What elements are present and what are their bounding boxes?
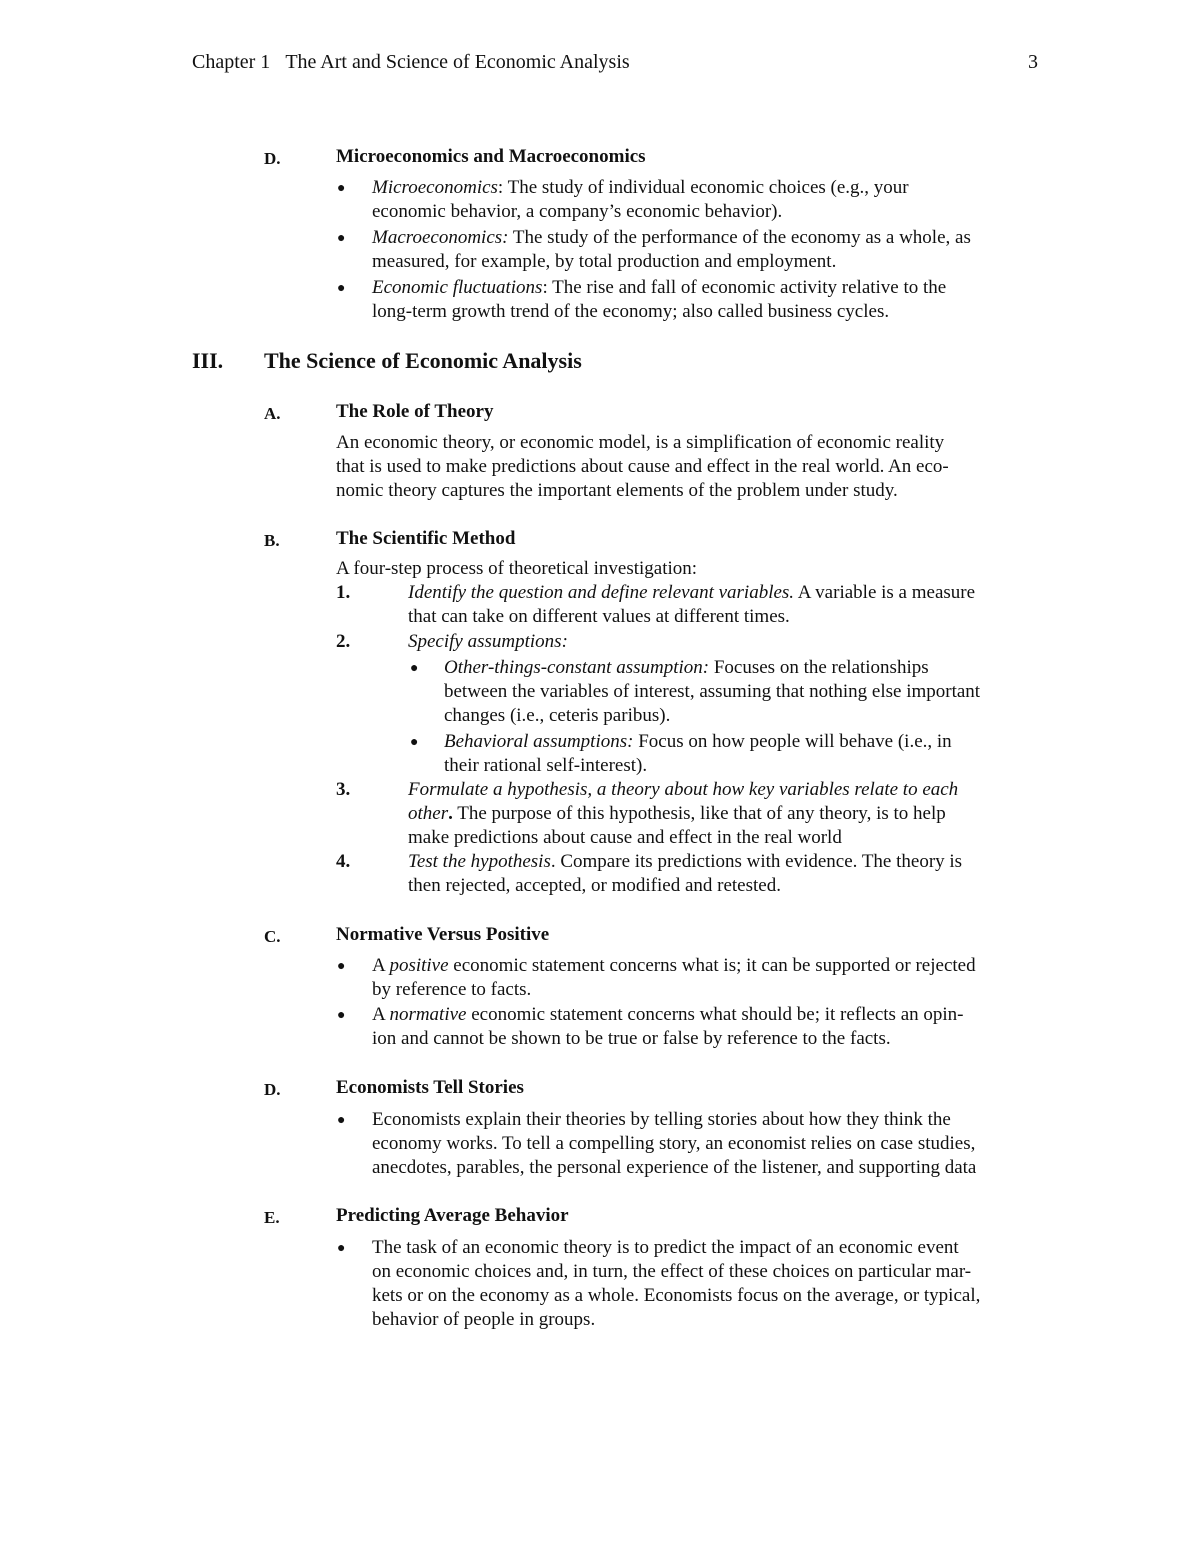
- list-item-continuation: changes (i.e., ceteris paribus).: [444, 705, 671, 726]
- bullet-icon: ●: [337, 1113, 346, 1128]
- step-text: Formulate a hypothesis, a theory about how key variables relate to each: [408, 779, 959, 800]
- paragraph-line: that is used to make predictions about cause and effect in the real world. An eco-: [336, 456, 949, 477]
- step-number: 2.: [336, 631, 351, 652]
- list-item-continuation: measured, for example, by total production and employment.: [372, 251, 837, 272]
- step-continuation: that can take on different values at different times.: [408, 606, 790, 627]
- list-item: A positive economic statement concerns what is; it can be supported or rejected: [372, 955, 976, 976]
- chapter-title: The Art and Science of Economic Analysis: [285, 51, 630, 73]
- paragraph-line: nomic theory captures the important elements of the problem under study.: [336, 480, 898, 501]
- section-number: III.: [192, 348, 224, 373]
- bullet-icon: ●: [337, 959, 346, 974]
- subsection-title: The Role of Theory: [336, 401, 494, 422]
- list-item-continuation: by reference to facts.: [372, 979, 532, 1000]
- list-item-continuation: economy works. To tell a compelling story, an economist relies on case studies,: [372, 1133, 976, 1154]
- subsection-letter: B.: [264, 531, 280, 550]
- chapter-label: Chapter 1: [192, 51, 271, 73]
- bullet-icon: ●: [410, 661, 419, 676]
- subsection-letter: E.: [264, 1208, 280, 1227]
- list-item-continuation: their rational self-interest).: [444, 755, 648, 776]
- list-item: Macroeconomics: The study of the performance of the economy as a whole, as: [372, 227, 971, 248]
- list-item-continuation: ion and cannot be shown to be true or false by reference to the facts.: [372, 1028, 891, 1049]
- paragraph-line: A four-step process of theoretical investigation:: [336, 558, 698, 579]
- list-item: The task of an economic theory is to predict the impact of an economic event: [372, 1237, 959, 1258]
- subsection-letter: C.: [264, 927, 281, 946]
- step-continuation: make predictions about cause and effect in the real world: [408, 827, 842, 848]
- list-item-continuation: on economic choices and, in turn, the effect of these choices on particular mar-: [372, 1261, 972, 1282]
- paragraph-line: An economic theory, or economic model, is a simplification of economic reality: [336, 432, 945, 453]
- subsection-title: Normative Versus Positive: [336, 924, 550, 945]
- list-item: A normative economic statement concerns what should be; it reflects an opin-: [372, 1004, 964, 1025]
- list-item: Behavioral assumptions: Focus on how people will behave (i.e., in: [444, 731, 952, 752]
- list-item-continuation: between the variables of interest, assuming that nothing else important: [444, 681, 981, 702]
- step-continuation: other. The purpose of this hypothesis, like that of any theory, is to help: [408, 803, 946, 824]
- page-number: 3: [1028, 51, 1038, 73]
- list-item: Economists explain their theories by telling stories about how they think the: [372, 1109, 951, 1130]
- section-title: The Science of Economic Analysis: [264, 348, 582, 373]
- list-item-continuation: economic behavior, a company’s economic behavior).: [372, 201, 783, 222]
- list-item-continuation: kets or on the economy as a whole. Economists focus on the average, or typical,: [372, 1285, 981, 1306]
- list-item: Microeconomics: The study of individual economic choices (e.g., your: [372, 177, 909, 198]
- step-continuation: then rejected, accepted, or modified and retested.: [408, 875, 781, 896]
- bullet-icon: ●: [337, 1241, 346, 1256]
- step-number: 1.: [336, 582, 351, 603]
- step-text: Test the hypothesis. Compare its predictions with evidence. The theory is: [408, 851, 963, 872]
- bullet-icon: ●: [337, 181, 346, 196]
- list-item-continuation: behavior of people in groups.: [372, 1309, 596, 1330]
- step-number: 4.: [336, 851, 351, 872]
- bullet-icon: ●: [337, 281, 346, 296]
- list-item-continuation: anecdotes, parables, the personal experience of the listener, and supporting data: [372, 1157, 977, 1178]
- step-text: Specify assumptions:: [408, 631, 568, 652]
- list-item: Other-things-constant assumption: Focuses on the relationships: [444, 657, 929, 678]
- subsection-title: Microeconomics and Macroeconomics: [336, 146, 646, 167]
- list-item-continuation: long-term growth trend of the economy; also called business cycles.: [372, 301, 890, 322]
- step-number: 3.: [336, 779, 351, 800]
- subsection-title: The Scientific Method: [336, 528, 516, 549]
- subsection-letter: D.: [264, 1080, 281, 1099]
- subsection-letter: A.: [264, 404, 281, 423]
- subsection-title: Economists Tell Stories: [336, 1077, 524, 1098]
- bullet-icon: ●: [337, 231, 346, 246]
- bullet-icon: ●: [337, 1008, 346, 1023]
- subsection-title: Predicting Average Behavior: [336, 1205, 569, 1226]
- subsection-letter: D.: [264, 149, 281, 168]
- step-text: Identify the question and define relevant variables. A variable is a measure: [408, 582, 976, 603]
- running-header: [192, 49, 630, 75]
- bullet-icon: ●: [410, 735, 419, 750]
- list-item: Economic fluctuations: The rise and fall of economic activity relative to the: [372, 277, 947, 298]
